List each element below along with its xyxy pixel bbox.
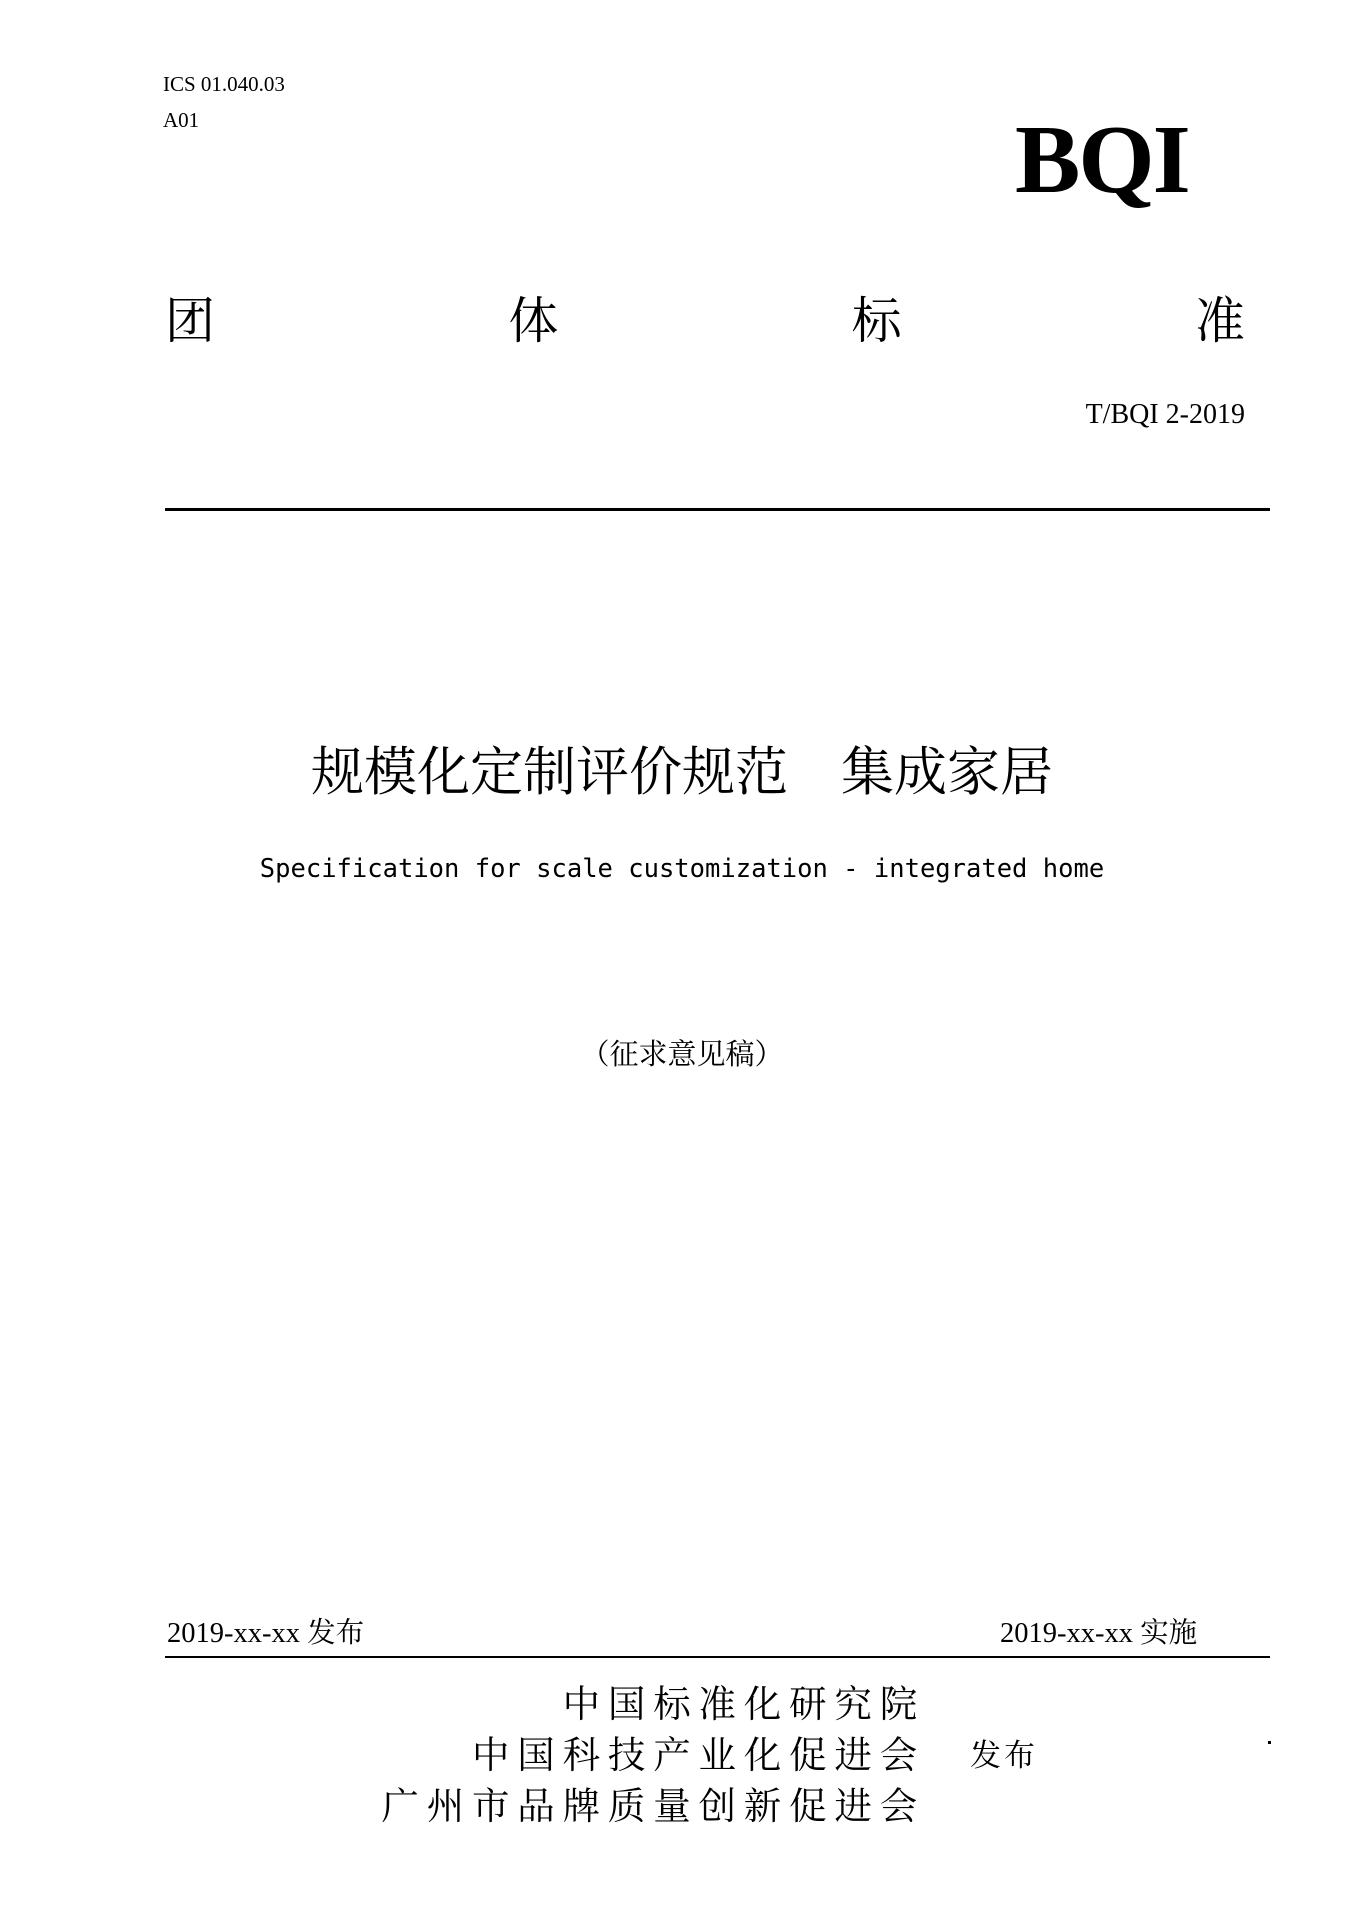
standard-type-char: 团 — [165, 292, 215, 350]
publisher-line: 中国科技产业化促进会 — [472, 1733, 925, 1777]
implement-date: 2019-xx-xx 实施 — [1000, 1618, 1198, 1649]
ics-code: ICS 01.040.03 — [163, 72, 285, 96]
title-english: Specification for scale customization - integrated home — [259, 854, 1105, 884]
publish-suffix: 发布 — [970, 1738, 1038, 1774]
publisher-line: 广州市品牌质量创新促进会 — [381, 1784, 925, 1828]
bqi-logo: BQI — [1015, 106, 1189, 214]
ccs-code: A01 — [163, 108, 200, 132]
stray-dot — [1268, 1741, 1271, 1744]
standard-type-char: 准 — [1194, 292, 1245, 350]
publish-date: 2019-xx-xx 发布 — [167, 1618, 365, 1649]
footer-divider — [165, 1656, 1270, 1658]
standard-number: T/BQI 2-2019 — [1085, 399, 1245, 430]
title-chinese: 规模化定制评价规范 集成家居 — [311, 742, 1053, 803]
standard-type-char: 标 — [851, 292, 902, 350]
standard-type-heading — [165, 286, 1245, 356]
draft-note: （征求意见稿） — [580, 1037, 784, 1071]
header-divider — [165, 508, 1270, 511]
publisher-line: 中国标准化研究院 — [562, 1682, 925, 1726]
standard-type-char: 体 — [508, 292, 559, 350]
